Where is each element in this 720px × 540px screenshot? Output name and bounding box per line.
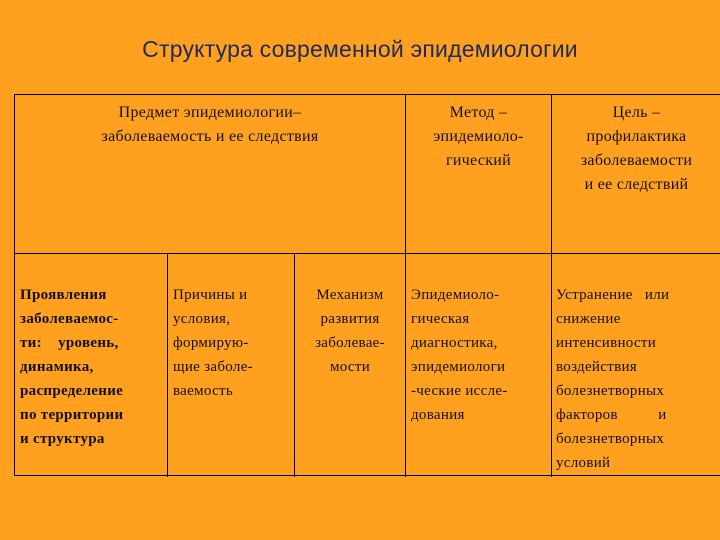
goals-line: снижение	[556, 311, 621, 327]
causes-line: Причины и	[173, 287, 248, 303]
divider-mechanism	[294, 253, 295, 477]
goal-line: заболеваемости	[580, 152, 693, 169]
goals-line: факторов и	[556, 407, 667, 423]
subject-line: заболеваемость и ее следствия	[101, 128, 319, 145]
mechanism-line: заболевае-	[315, 335, 385, 351]
subject-line: Предмет эпидемиологии–	[118, 104, 302, 121]
subject-header	[15, 101, 405, 149]
manifestations-cell	[20, 283, 162, 451]
mechanism-line: развития	[320, 311, 380, 327]
page-title: Структура современной эпидемиологии	[142, 36, 578, 62]
goals-line: воздействия	[556, 359, 637, 375]
goals-line: интенсивности	[556, 335, 657, 351]
manifestations-line: заболеваемос-	[20, 311, 119, 327]
causes-cell	[173, 283, 291, 403]
method-line: эпидемиоло-	[433, 128, 524, 145]
method-header	[406, 101, 551, 173]
divider-causes	[167, 253, 168, 477]
studies-line: эпидемиологи	[411, 359, 506, 375]
goal-line: и ее следствий	[584, 176, 689, 193]
causes-line: ваемость	[173, 383, 234, 399]
structure-table	[14, 94, 720, 476]
studies-line: диагностика,	[411, 335, 498, 351]
studies-line: гическая	[411, 311, 470, 327]
divider-row	[15, 253, 720, 254]
manifestations-line: динамика,	[20, 359, 94, 375]
causes-line: формирую-	[173, 335, 249, 351]
goals-line: болезнетворных	[556, 383, 665, 399]
studies-line: -ческие иссле-	[411, 383, 508, 399]
method-line: гический	[445, 152, 512, 169]
mechanism-line: мости	[329, 359, 371, 375]
goals-line: болезнетворных	[556, 431, 665, 447]
goals-cell	[556, 283, 719, 475]
causes-line: щие заболе-	[173, 359, 253, 375]
goals-line: Устранение или	[556, 287, 670, 303]
manifestations-line: распределение	[20, 383, 124, 399]
goal-line: Цель –	[612, 104, 661, 121]
manifestations-line: и структура	[20, 431, 105, 447]
mechanism-cell	[296, 283, 404, 379]
studies-line: Эпидемиоло-	[411, 287, 500, 303]
goal-header	[552, 101, 720, 197]
goals-line: условий	[556, 455, 611, 471]
goal-line: профилактика	[586, 128, 687, 145]
manifestations-line: Проявления	[20, 287, 107, 303]
studies-cell	[411, 283, 549, 427]
causes-line: условия,	[173, 311, 231, 327]
method-line: Метод –	[449, 104, 508, 121]
studies-line: дования	[411, 407, 465, 423]
manifestations-line: ти: уровень,	[20, 335, 119, 351]
mechanism-line: Механизм	[316, 287, 384, 303]
manifestations-line: по территории	[20, 407, 124, 423]
